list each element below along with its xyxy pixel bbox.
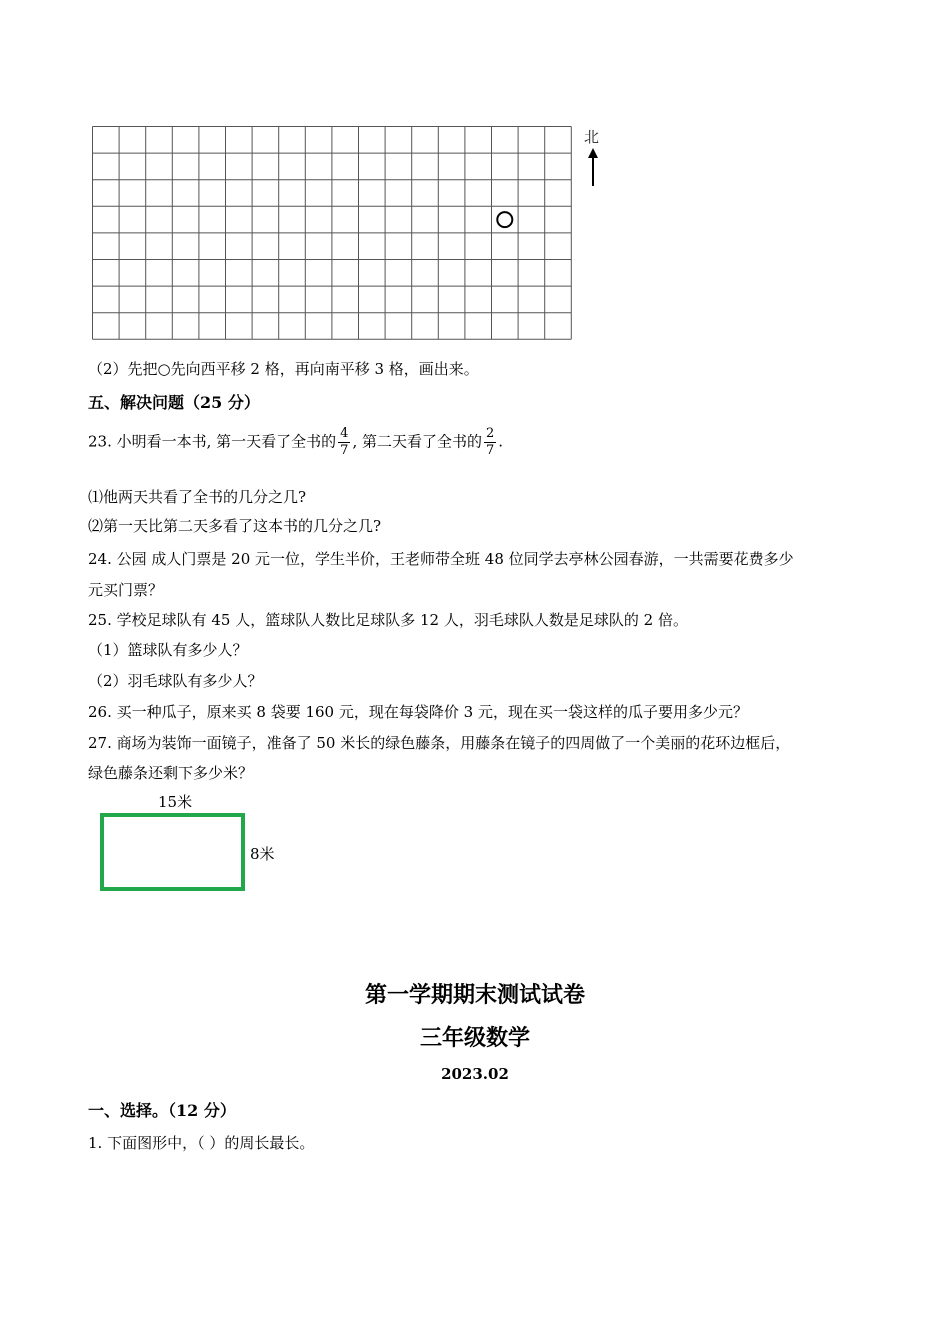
q23-prefix: 23. 小明看一本书, 第一天看了全书的 — [88, 432, 337, 451]
q23-sub2: ⑵第一天比第二天多看了这本书的几分之几? — [88, 517, 382, 535]
q25-sub2: （2）羽毛球队有多少人？ — [88, 672, 263, 690]
fraction-numerator: 2 — [486, 426, 495, 441]
q27-line2: 绿色藤条还剩下多少米？ — [88, 764, 254, 782]
north-arrow-icon — [585, 148, 601, 188]
rect-width-label: 15米 — [158, 793, 193, 811]
q23-suffix: . — [498, 432, 504, 451]
section5-heading: 五、解决问题（25 分） — [88, 393, 260, 412]
q23-middle: , 第二天看了全书的 — [352, 432, 482, 451]
q23-fraction-2 — [484, 426, 496, 459]
q24-line2: 元买门票？ — [88, 581, 164, 599]
q23-stem — [88, 426, 503, 459]
fraction-denominator: 7 — [486, 443, 495, 458]
circle-marker — [497, 212, 512, 227]
q27-line1: 27. 商场为装饰一面镜子，准备了 50 米长的绿色藤条，用藤条在镜子的四周做了一个美丽的花环边框后， — [88, 734, 791, 752]
q22-part2: （2）先把○先向西平移 2 格，再向南平移 3 格，画出来。 — [88, 360, 479, 378]
mirror-rectangle — [100, 813, 245, 891]
q25-sub1: （1）篮球队有多少人？ — [88, 641, 248, 659]
exam-title: 第一学期期末测试试卷 — [364, 982, 585, 1008]
fraction-denominator: 7 — [340, 443, 349, 458]
fraction-numerator: 4 — [340, 426, 349, 441]
north-label: 北 — [584, 128, 600, 146]
translation-grid — [92, 126, 574, 344]
q1-line1: 1. 下面图形中，（ ）的周长最长。 — [88, 1134, 315, 1152]
section1-heading: 一、选择。（12 分） — [88, 1101, 236, 1120]
exam-subtitle: 三年级数学 — [419, 1025, 530, 1051]
rect-height-label: 8米 — [250, 845, 275, 863]
q23-sub1: ⑴他两天共看了全书的几分之几? — [88, 488, 307, 506]
q23-fraction-1 — [338, 426, 350, 459]
q24-line1: 24. 公园 成人门票是 20 元一位，学生半价，王老师带全班 48 位同学去亭林公园春游，一共需要花费多少 — [88, 550, 794, 568]
q25-line1: 25. 学校足球队有 45 人，篮球队人数比足球队多 12 人，羽毛球队人数是足球队的 2 倍。 — [88, 611, 688, 629]
exam-date: 2023.02 — [441, 1065, 509, 1083]
q26-line1: 26. 买一种瓜子，原来买 8 袋要 160 元，现在每袋降价 3 元，现在买一袋这样的瓜子要用多少元？ — [88, 703, 748, 721]
